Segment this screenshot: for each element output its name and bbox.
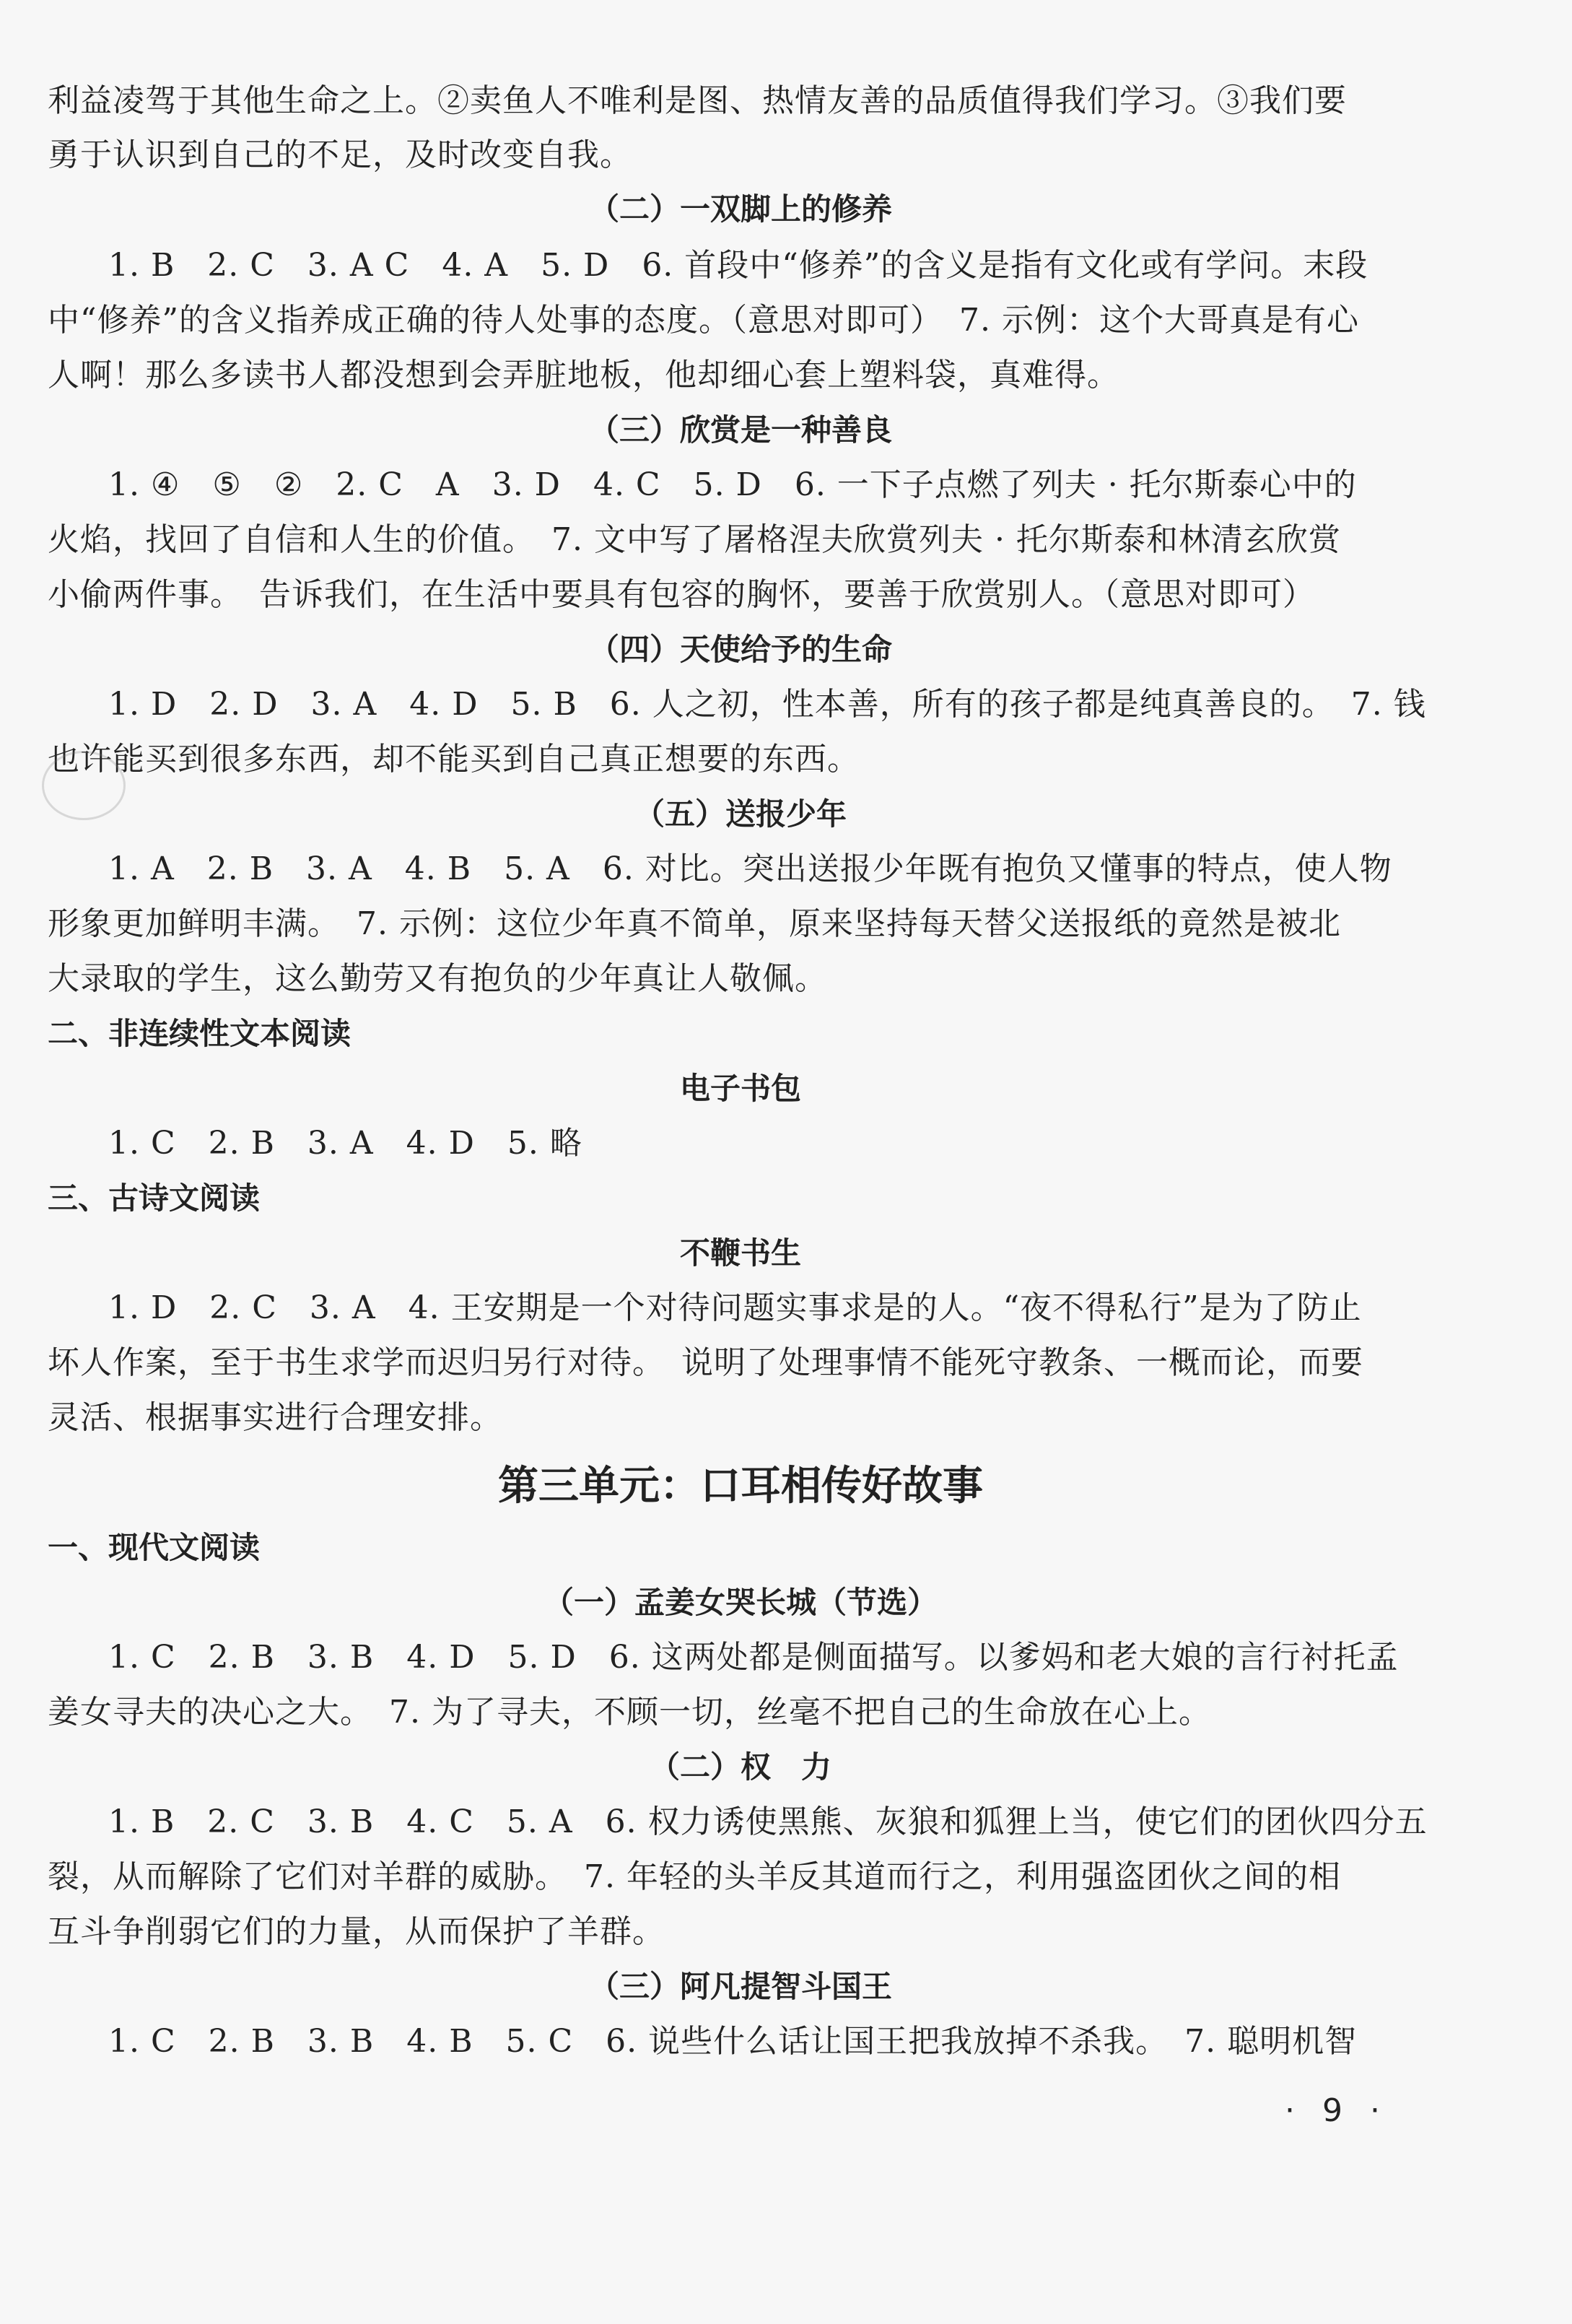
- subsection-heading: （二）一双脚上的修养: [588, 191, 892, 227]
- text-line: 1. C 2. B 3. B 4. B 5. C 6. 说些什么话让国王把我放掉不杀我。 7. 聪明机智: [108, 2023, 1358, 2060]
- section-heading: 三、古诗文阅读: [48, 1180, 261, 1216]
- watermark-stamp-icon: [42, 751, 126, 820]
- text-line: 1. D 2. C 3. A 4. 王安期是一个对待问题实事求是的人。“夜不得私行”是为了防止: [108, 1289, 1362, 1326]
- text-line: 1. B 2. C 3. A C 4. A 5. D 6. 首段中“修养”的含义是指有文化或有学问。末段: [108, 247, 1368, 284]
- unit-title: 第三单元：口耳相传好故事: [498, 1462, 983, 1510]
- text-line: 大录取的学生，这么勤劳又有抱负的少年真让人敬佩。: [48, 960, 827, 997]
- text-line: 人啊！那么多读书人都没想到会弄脏地板，他却细心套上塑料袋，真难得。: [48, 357, 1119, 393]
- text-line: 中“修养”的含义指养成正确的待人处事的态度。（意思对即可） 7. 示例：这个大哥真是有心: [48, 302, 1359, 339]
- subsection-heading: （五）送报少年: [634, 796, 847, 832]
- page-number: · 9 ·: [1285, 2092, 1389, 2129]
- subsection-heading: 电子书包: [679, 1071, 801, 1106]
- subsection-heading: （三）阿凡提智斗国王: [588, 1969, 892, 2004]
- section-heading: 二、非连续性文本阅读: [48, 1016, 351, 1051]
- text-line: 勇于认识到自己的不足，及时改变自我。: [48, 136, 632, 173]
- text-line: 灵活、根据事实进行合理安排。: [48, 1399, 502, 1436]
- text-line: 1. ④ ⑤ ② 2. C A 3. D 4. C 5. D 6. 一下子点燃了列夫 · 托尔斯泰心中的: [108, 466, 1357, 503]
- text-line: 互斗争削弱它们的力量，从而保护了羊群。: [48, 1913, 665, 1950]
- text-line: 形象更加鲜明丰满。 7. 示例：这位少年真不简单，原来坚持每天替父送报纸的竟然是被北: [48, 905, 1341, 942]
- text-line: 姜女寻夫的决心之大。 7. 为了寻夫，不顾一切，丝毫不把自己的生命放在心上。: [48, 1694, 1211, 1731]
- text-line: 1. D 2. D 3. A 4. D 5. B 6. 人之初，性本善，所有的孩子都是纯真善良的。 7. 钱: [108, 686, 1426, 723]
- section-heading: 一、现代文阅读: [48, 1530, 261, 1565]
- text-line: 也许能买到很多东西，却不能买到自己真正想要的东西。: [48, 741, 860, 778]
- text-line: 火焰，找回了自信和人生的价值。 7. 文中写了屠格涅夫欣赏列夫 · 托尔斯泰和林清玄欣赏: [48, 521, 1341, 558]
- text-line: 1. C 2. B 3. B 4. D 5. D 6. 这两处都是侧面描写。以爹妈和老大娘的言行衬托孟: [108, 1639, 1399, 1676]
- text-line: 1. C 2. B 3. A 4. D 5. 略: [108, 1125, 582, 1162]
- subsection-heading: （三）欣赏是一种善良: [588, 412, 892, 448]
- text-line: 1. B 2. C 3. B 4. C 5. A 6. 权力诱使黑熊、灰狼和狐狸上当，使它们的团伙四分五: [108, 1803, 1428, 1840]
- subsection-heading: （四）天使给予的生命: [588, 632, 892, 667]
- text-line: 利益凌驾于其他生命之上。②卖鱼人不唯利是图、热情友善的品质值得我们学习。③我们要: [48, 82, 1347, 119]
- subsection-heading: （一）孟姜女哭长城（节选）: [543, 1585, 938, 1620]
- text-line: 裂，从而解除了它们对羊群的威胁。 7. 年轻的头羊反其道而行之，利用强盗团伙之间的相: [48, 1858, 1341, 1895]
- subsection-heading: （二）权 力: [649, 1749, 831, 1785]
- subsection-heading: 不鞭书生: [679, 1235, 801, 1271]
- text-line: 坏人作案，至于书生求学而迟归另行对待。 说明了处理事情不能死守教条、一概而论，而要: [48, 1344, 1363, 1381]
- text-line: 1. A 2. B 3. A 4. B 5. A 6. 对比。突出送报少年既有抱负又懂事的特点，使人物: [108, 850, 1392, 887]
- text-line: 小偷两件事。 告诉我们，在生活中要具有包容的胸怀，要善于欣赏别人。（意思对即可）: [48, 576, 1315, 613]
